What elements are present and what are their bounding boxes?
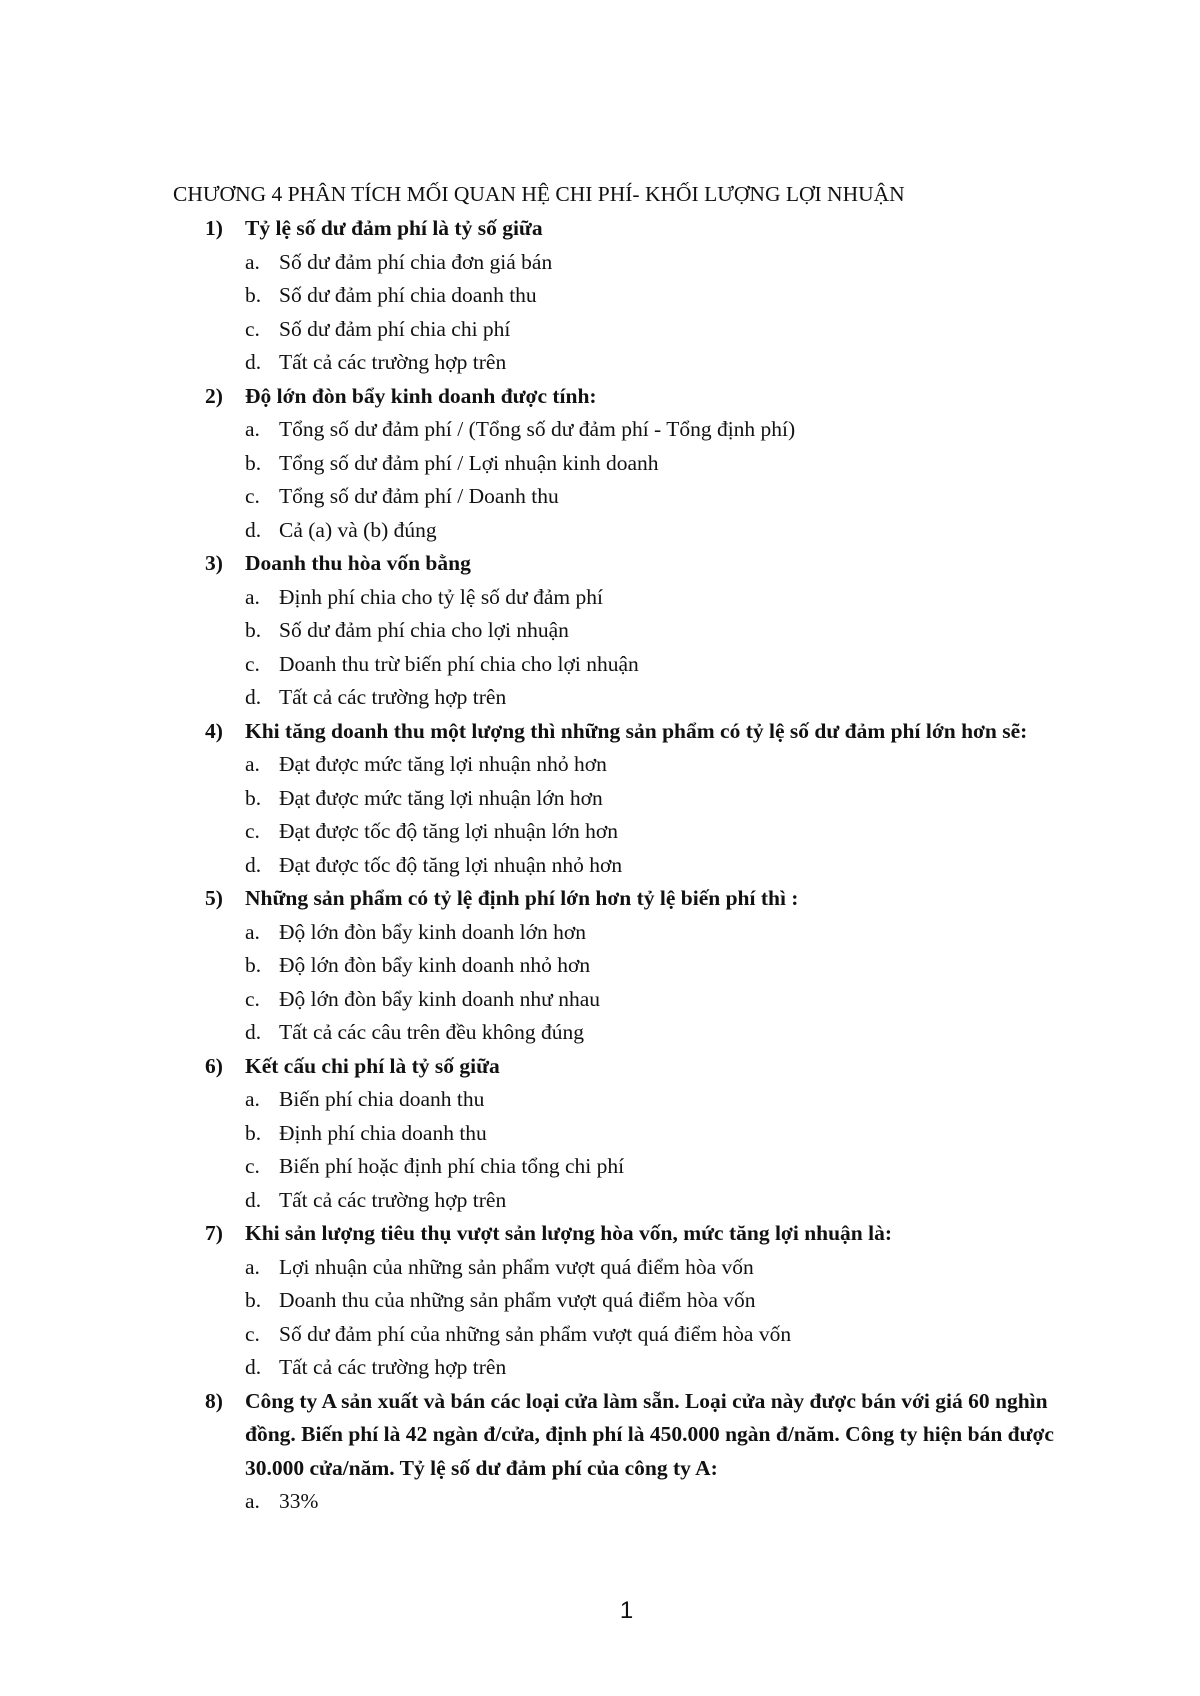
answer-option xyxy=(245,748,1095,782)
option-text: Đạt được tốc độ tăng lợi nhuận nhỏ hơn xyxy=(279,852,623,877)
option-list xyxy=(205,916,1095,1050)
answer-option xyxy=(245,514,1095,548)
option-list xyxy=(205,1251,1095,1385)
option-letter: c. xyxy=(245,986,260,1011)
question-number: 4) xyxy=(205,718,223,743)
question-heading xyxy=(205,882,1095,916)
option-text: Đạt được mức tăng lợi nhuận nhỏ hơn xyxy=(279,752,607,776)
option-text: Tất cả các trường hợp trên xyxy=(279,1355,507,1379)
option-letter: c. xyxy=(245,1321,260,1346)
page-number: 1 xyxy=(619,1597,634,1624)
option-list xyxy=(205,748,1095,882)
question-heading xyxy=(205,1217,1095,1251)
question-heading xyxy=(205,1385,1095,1486)
option-list xyxy=(205,1485,1095,1519)
question-item xyxy=(205,212,1095,380)
question-item xyxy=(205,1050,1095,1218)
question-text: Những sản phẩm có tỷ lệ định phí lớn hơn tỷ lệ biến phí thì : xyxy=(245,886,799,910)
answer-option xyxy=(245,916,1095,950)
answer-option xyxy=(245,949,1095,983)
answer-option xyxy=(245,983,1095,1017)
answer-option xyxy=(245,1184,1095,1218)
answer-option xyxy=(245,1083,1095,1117)
option-text: Tất cả các trường hợp trên xyxy=(279,350,507,374)
question-number: 8) xyxy=(205,1388,223,1413)
option-text: Định phí chia cho tỷ lệ số dư đảm phí xyxy=(279,584,603,609)
option-letter: d. xyxy=(245,1355,262,1379)
answer-option xyxy=(245,313,1095,347)
answer-option xyxy=(245,413,1095,447)
option-text: Tổng số dư đảm phí / (Tổng số dư đảm phí - Tổng định phí) xyxy=(279,417,796,441)
option-list xyxy=(205,246,1095,380)
option-letter: d. xyxy=(245,1187,262,1212)
option-text: Độ lớn đòn bẩy kinh doanh như nhau xyxy=(279,986,600,1011)
option-letter: a. xyxy=(245,1254,260,1279)
option-letter: a. xyxy=(245,752,260,776)
answer-option xyxy=(245,648,1095,682)
question-heading xyxy=(205,715,1095,749)
answer-option xyxy=(245,1351,1095,1385)
answer-option xyxy=(245,447,1095,481)
answer-option xyxy=(245,1016,1095,1050)
option-letter: b. xyxy=(245,953,262,977)
option-letter: b. xyxy=(245,450,262,475)
answer-option xyxy=(245,614,1095,648)
question-item xyxy=(205,1217,1095,1385)
option-letter: c. xyxy=(245,819,260,843)
option-letter: a. xyxy=(245,249,260,274)
option-text: Số dư đảm phí chia chi phí xyxy=(279,316,511,341)
option-text: Độ lớn đòn bẩy kinh doanh nhỏ hơn xyxy=(279,953,591,977)
option-text: Lợi nhuận của những sản phẩm vượt quá điểm hòa vốn xyxy=(279,1254,754,1279)
question-text: Khi sản lượng tiêu thụ vượt sản lượng hòa vốn, mức tăng lợi nhuận là: xyxy=(245,1221,893,1245)
option-letter: a. xyxy=(245,584,260,609)
answer-option xyxy=(245,681,1095,715)
question-item xyxy=(205,1385,1095,1519)
option-text: Biến phí chia doanh thu xyxy=(279,1087,485,1111)
option-text: Tất cả các câu trên đều không đúng xyxy=(279,1020,585,1044)
option-text: Biến phí hoặc định phí chia tổng chi phí xyxy=(279,1154,625,1178)
question-number: 6) xyxy=(205,1053,223,1078)
question-text: Độ lớn đòn bẩy kinh doanh được tính: xyxy=(245,383,597,408)
option-text: Doanh thu trừ biến phí chia cho lợi nhuận xyxy=(279,651,639,676)
option-text: Cả (a) và (b) đúng xyxy=(279,517,437,542)
option-text: Số dư đảm phí chia đơn giá bán xyxy=(279,249,553,274)
question-heading xyxy=(205,1050,1095,1084)
question-number: 2) xyxy=(205,383,223,408)
option-letter: b. xyxy=(245,1120,262,1145)
answer-option xyxy=(245,1251,1095,1285)
option-letter: c. xyxy=(245,484,260,508)
answer-option xyxy=(245,581,1095,615)
answer-option xyxy=(245,849,1095,883)
answer-option xyxy=(245,1284,1095,1318)
question-heading xyxy=(205,547,1095,581)
answer-option xyxy=(245,815,1095,849)
option-letter: b. xyxy=(245,283,262,307)
option-letter: c. xyxy=(245,316,260,341)
option-text: Tất cả các trường hợp trên xyxy=(279,685,507,709)
option-text: Độ lớn đòn bẩy kinh doanh lớn hơn xyxy=(279,919,587,944)
answer-option xyxy=(245,346,1095,380)
question-text: Kết cấu chi phí là tỷ số giữa xyxy=(245,1053,500,1078)
question-text: Công ty A sản xuất và bán các loại cửa làm sẵn. Loại cửa này được bán với giá 60 nghìn đồng. Biến phí là 42 ngàn đ/cửa, định phí là 450.000 ngàn đ/năm. Công ty hiện bán được 30.000 cửa/năm. Tỷ lệ số dư đảm phí của công ty A: xyxy=(245,1388,1054,1480)
option-text: Tổng số dư đảm phí / Doanh thu xyxy=(279,484,559,508)
option-letter: d. xyxy=(245,852,262,877)
option-letter: d. xyxy=(245,1020,262,1044)
option-letter: a. xyxy=(245,1087,260,1111)
question-item xyxy=(205,882,1095,1050)
answer-option xyxy=(245,246,1095,280)
option-text: Số dư đảm phí chia doanh thu xyxy=(279,283,537,307)
option-text: 33% xyxy=(279,1489,319,1513)
option-letter: c. xyxy=(245,1154,260,1178)
answer-option xyxy=(245,1485,1095,1519)
option-text: Định phí chia doanh thu xyxy=(279,1120,487,1145)
answer-option xyxy=(245,279,1095,313)
option-list xyxy=(205,1083,1095,1217)
option-letter: a. xyxy=(245,417,260,441)
question-text: Doanh thu hòa vốn bằng xyxy=(245,551,471,575)
question-item xyxy=(205,715,1095,883)
question-text: Tỷ lệ số dư đảm phí là tỷ số giữa xyxy=(245,216,543,240)
question-number: 7) xyxy=(205,1221,223,1245)
option-text: Doanh thu của những sản phẩm vượt quá điểm hòa vốn xyxy=(279,1288,756,1312)
question-text: Khi tăng doanh thu một lượng thì những sản phẩm có tỷ lệ số dư đảm phí lớn hơn sẽ: xyxy=(245,718,1028,743)
option-letter: b. xyxy=(245,1288,262,1312)
option-letter: d. xyxy=(245,350,262,374)
option-letter: a. xyxy=(245,919,260,944)
answer-option xyxy=(245,782,1095,816)
option-text: Tổng số dư đảm phí / Lợi nhuận kinh doanh xyxy=(279,450,659,475)
option-text: Số dư đảm phí chia cho lợi nhuận xyxy=(279,618,569,642)
option-letter: d. xyxy=(245,517,262,542)
question-item xyxy=(205,380,1095,548)
question-heading xyxy=(205,380,1095,414)
option-text: Đạt được tốc độ tăng lợi nhuận lớn hơn xyxy=(279,819,618,843)
answer-option xyxy=(245,1117,1095,1151)
answer-option xyxy=(245,480,1095,514)
answer-option xyxy=(245,1150,1095,1184)
question-item xyxy=(205,547,1095,715)
question-number: 1) xyxy=(205,216,223,240)
option-text: Tất cả các trường hợp trên xyxy=(279,1187,507,1212)
chapter-title: CHƯƠNG 4 PHÂN TÍCH MỐI QUAN HỆ CHI PHÍ- KHỐI LƯỢNG LỢI NHUẬN xyxy=(173,182,905,206)
option-list xyxy=(205,581,1095,715)
option-text: Số dư đảm phí của những sản phẩm vượt quá điểm hòa vốn xyxy=(279,1321,792,1346)
question-heading xyxy=(205,212,1095,246)
answer-option xyxy=(245,1318,1095,1352)
option-letter: d. xyxy=(245,685,262,709)
question-number: 3) xyxy=(205,551,223,575)
question-number: 5) xyxy=(205,886,223,910)
question-list xyxy=(205,212,1095,1519)
option-list xyxy=(205,413,1095,547)
option-text: Đạt được mức tăng lợi nhuận lớn hơn xyxy=(279,785,603,810)
option-letter: b. xyxy=(245,618,262,642)
option-letter: a. xyxy=(245,1489,260,1513)
option-letter: c. xyxy=(245,651,260,676)
option-letter: b. xyxy=(245,785,262,810)
